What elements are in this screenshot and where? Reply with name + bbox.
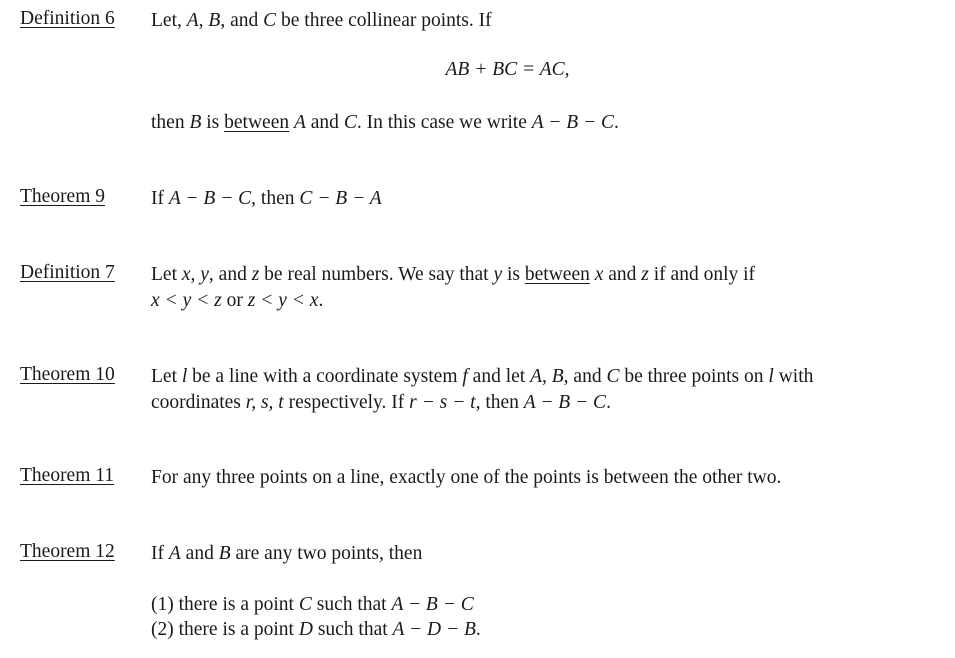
theorem-10-line-2: coordinates r, s, t respectively. If r − s − t, then A − B − C. xyxy=(151,392,611,413)
theorem-12-item-1: (1) there is a point C such that A − B − C xyxy=(151,594,474,615)
theorem-11-text: For any three points on a line, exactly one of the points is between the other two. xyxy=(151,467,782,488)
definition-7-line-1: Let x, y, and z be real numbers. We say that y is between x and z if and only if xyxy=(151,264,756,285)
between-term: between xyxy=(524,264,590,285)
theorem-10-label: Theorem 10 xyxy=(20,364,115,385)
definition-6-line-1: Let, A, B, and C be three collinear points. If xyxy=(151,10,492,31)
theorem-10-line-1: Let l be a line with a coordinate system f and let A, B, and C be three points on l with xyxy=(151,366,814,387)
definition-6-equation: AB + BC = AC, xyxy=(445,59,570,80)
definition-7-line-2: x < y < z or z < y < x. xyxy=(151,290,324,311)
theorem-11-label: Theorem 11 xyxy=(20,465,115,486)
theorem-9-text: If A − B − C, then C − B − A xyxy=(151,188,382,209)
definition-6-label: Definition 6 xyxy=(20,8,115,29)
definition-7-label: Definition 7 xyxy=(20,262,115,283)
theorem-9-label: Theorem 9 xyxy=(20,186,106,207)
theorem-12-item-2: (2) there is a point D such that A − D − B. xyxy=(151,619,481,640)
definition-6-line-3: then B is between A and C. In this case we write A − B − C. xyxy=(151,112,619,133)
theorem-12-label: Theorem 12 xyxy=(20,541,115,562)
theorem-12-intro: If A and B are any two points, then xyxy=(151,543,423,564)
between-term: between xyxy=(224,112,290,133)
